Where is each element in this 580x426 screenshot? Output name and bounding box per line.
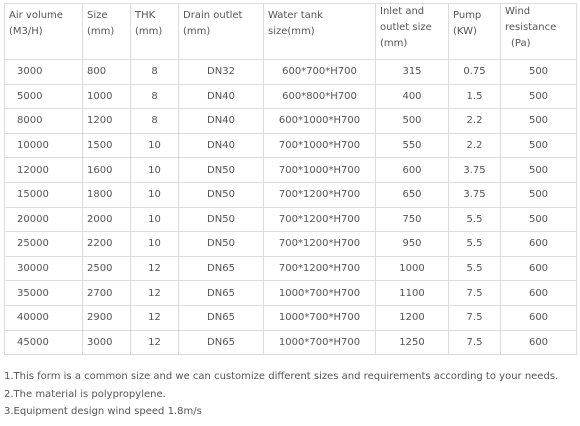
cell-size: 2000 <box>83 207 131 232</box>
cell-thk: 12 <box>131 256 179 281</box>
cell-wind-resistance: 500 <box>501 133 577 158</box>
cell-air-volume: 30000 <box>5 256 83 281</box>
cell-air-volume: 8000 <box>5 109 83 134</box>
cell-inlet-outlet: 650 <box>376 182 449 207</box>
table-row <box>5 232 577 257</box>
cell-water-tank: 1000*700*H700 <box>264 330 376 355</box>
cell-size: 1000 <box>83 84 131 109</box>
cell-thk: 12 <box>131 330 179 355</box>
cell-drain-outlet: DN40 <box>179 84 264 109</box>
cell-wind-resistance: 600 <box>501 281 577 306</box>
table-row <box>5 305 577 330</box>
cell-drain-outlet: DN32 <box>179 60 264 85</box>
table-row <box>5 84 577 109</box>
cell-water-tank: 700*1200*H700 <box>264 207 376 232</box>
cell-inlet-outlet: 600 <box>376 158 449 183</box>
cell-thk: 8 <box>131 84 179 109</box>
cell-drain-outlet: DN50 <box>179 232 264 257</box>
table-body <box>5 60 577 355</box>
cell-wind-resistance: 600 <box>501 256 577 281</box>
cell-drain-outlet: DN50 <box>179 207 264 232</box>
cell-inlet-outlet: 500 <box>376 109 449 134</box>
cell-air-volume: 3000 <box>5 60 83 85</box>
cell-wind-resistance: 600 <box>501 330 577 355</box>
header-drain-outlet: Drain outlet (mm) <box>179 4 264 60</box>
cell-thk: 8 <box>131 60 179 85</box>
cell-water-tank: 700*1000*H700 <box>264 158 376 183</box>
note-2: 2.The material is polypropylene. <box>4 388 166 400</box>
cell-pump: 1.5 <box>449 84 501 109</box>
table-row <box>5 133 577 158</box>
cell-size: 1600 <box>83 158 131 183</box>
cell-drain-outlet: DN50 <box>179 158 264 183</box>
cell-drain-outlet: DN65 <box>179 281 264 306</box>
cell-size: 3000 <box>83 330 131 355</box>
notes <box>4 368 558 421</box>
table-row <box>5 182 577 207</box>
header-wind-resistance: Wind resistance (Pa) <box>501 4 577 60</box>
cell-pump: 2.2 <box>449 133 501 158</box>
note-1: 1.This form is a common size and we can customize different sizes and requirements according to your needs. <box>4 371 559 382</box>
cell-air-volume: 15000 <box>5 182 83 207</box>
cell-wind-resistance: 600 <box>501 232 577 257</box>
cell-wind-resistance: 500 <box>501 207 577 232</box>
cell-inlet-outlet: 1000 <box>376 256 449 281</box>
cell-water-tank: 700*1200*H700 <box>264 232 376 257</box>
cell-size: 800 <box>83 60 131 85</box>
cell-air-volume: 40000 <box>5 305 83 330</box>
cell-thk: 10 <box>131 207 179 232</box>
cell-wind-resistance: 500 <box>501 109 577 134</box>
cell-size: 1500 <box>83 133 131 158</box>
cell-pump: 5.5 <box>449 207 501 232</box>
table-header <box>5 4 577 60</box>
cell-drain-outlet: DN40 <box>179 133 264 158</box>
cell-size: 2500 <box>83 256 131 281</box>
cell-inlet-outlet: 400 <box>376 84 449 109</box>
cell-drain-outlet: DN65 <box>179 305 264 330</box>
cell-inlet-outlet: 550 <box>376 133 449 158</box>
spec-table <box>4 3 577 355</box>
cell-size: 2700 <box>83 281 131 306</box>
cell-air-volume: 25000 <box>5 232 83 257</box>
header-thk: THK (mm) <box>131 4 179 60</box>
cell-inlet-outlet: 950 <box>376 232 449 257</box>
cell-pump: 3.75 <box>449 182 501 207</box>
cell-pump: 2.2 <box>449 109 501 134</box>
cell-water-tank: 600*700*H700 <box>264 60 376 85</box>
table-row <box>5 109 577 134</box>
note-3: 3.Equipment design wind speed 1.8m/s <box>4 406 202 417</box>
cell-water-tank: 600*1000*H700 <box>264 109 376 134</box>
cell-drain-outlet: DN40 <box>179 109 264 134</box>
cell-air-volume: 10000 <box>5 133 83 158</box>
cell-drain-outlet: DN65 <box>179 256 264 281</box>
cell-thk: 10 <box>131 133 179 158</box>
cell-water-tank: 700*1200*H700 <box>264 182 376 207</box>
cell-wind-resistance: 500 <box>501 182 577 207</box>
header-row <box>5 4 577 60</box>
cell-air-volume: 45000 <box>5 330 83 355</box>
header-water-tank: Water tank size(mm) <box>264 4 376 60</box>
cell-thk: 10 <box>131 232 179 257</box>
cell-pump: 0.75 <box>449 60 501 85</box>
cell-pump: 5.5 <box>449 232 501 257</box>
cell-inlet-outlet: 750 <box>376 207 449 232</box>
cell-water-tank: 700*1200*H700 <box>264 256 376 281</box>
cell-thk: 12 <box>131 281 179 306</box>
table-row <box>5 256 577 281</box>
cell-thk: 10 <box>131 158 179 183</box>
cell-pump: 7.5 <box>449 305 501 330</box>
header-inlet-outlet: Inlet and outlet size (mm) <box>376 4 449 60</box>
cell-size: 2900 <box>83 305 131 330</box>
cell-pump: 3.75 <box>449 158 501 183</box>
cell-size: 1200 <box>83 109 131 134</box>
cell-pump: 5.5 <box>449 256 501 281</box>
cell-inlet-outlet: 315 <box>376 60 449 85</box>
cell-inlet-outlet: 1100 <box>376 281 449 306</box>
cell-water-tank: 1000*700*H700 <box>264 281 376 306</box>
cell-pump: 7.5 <box>449 281 501 306</box>
cell-thk: 12 <box>131 305 179 330</box>
cell-drain-outlet: DN65 <box>179 330 264 355</box>
cell-inlet-outlet: 1200 <box>376 305 449 330</box>
cell-water-tank: 1000*700*H700 <box>264 305 376 330</box>
cell-air-volume: 20000 <box>5 207 83 232</box>
cell-thk: 8 <box>131 109 179 134</box>
table-row <box>5 158 577 183</box>
table-row <box>5 60 577 85</box>
cell-pump: 7.5 <box>449 330 501 355</box>
cell-water-tank: 700*1000*H700 <box>264 133 376 158</box>
cell-air-volume: 35000 <box>5 281 83 306</box>
header-air-volume: Air volume (M3/H) <box>5 4 83 60</box>
table-row <box>5 330 577 355</box>
table-row <box>5 281 577 306</box>
cell-size: 2200 <box>83 232 131 257</box>
cell-wind-resistance: 500 <box>501 158 577 183</box>
cell-thk: 10 <box>131 182 179 207</box>
header-pump: Pump (KW) <box>449 4 501 60</box>
cell-wind-resistance: 500 <box>501 60 577 85</box>
table-row <box>5 207 577 232</box>
cell-air-volume: 12000 <box>5 158 83 183</box>
cell-air-volume: 5000 <box>5 84 83 109</box>
cell-water-tank: 600*800*H700 <box>264 84 376 109</box>
cell-size: 1800 <box>83 182 131 207</box>
cell-drain-outlet: DN50 <box>179 182 264 207</box>
cell-inlet-outlet: 1250 <box>376 330 449 355</box>
cell-wind-resistance: 500 <box>501 84 577 109</box>
cell-wind-resistance: 600 <box>501 305 577 330</box>
header-size: Size (mm) <box>83 4 131 60</box>
